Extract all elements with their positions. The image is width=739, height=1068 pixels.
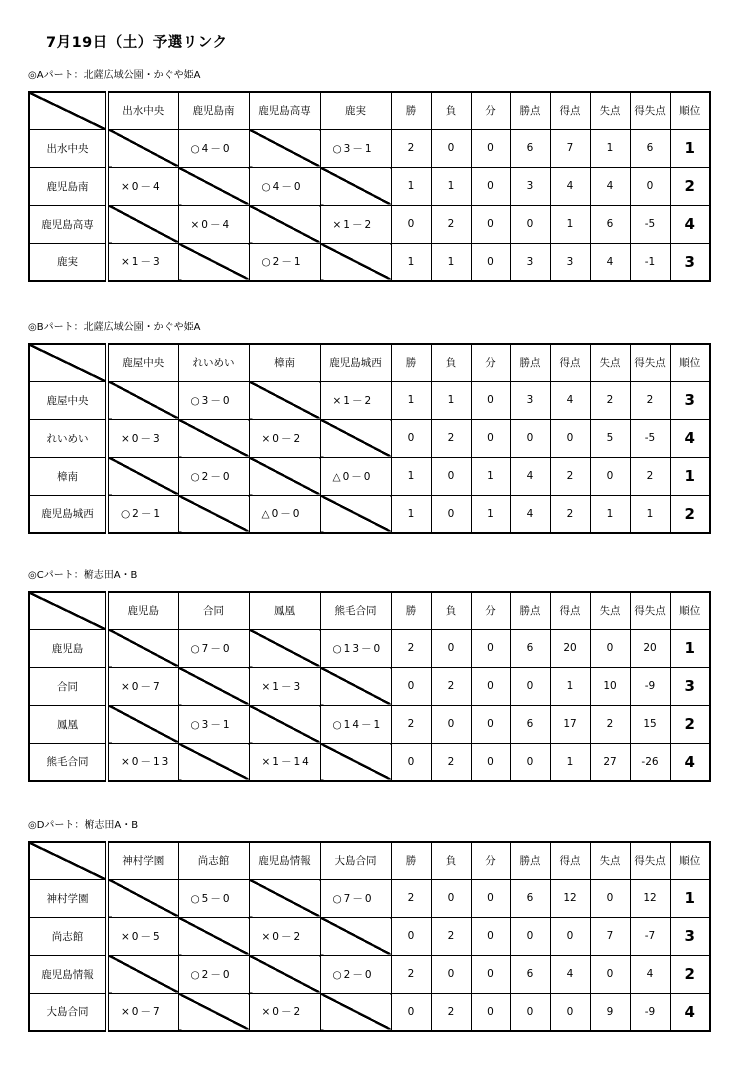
- stat-cell: 7: [550, 129, 590, 167]
- stat-cell: 2: [391, 129, 431, 167]
- match-result-cell: ×0－3: [107, 419, 178, 457]
- row-team-name: 鹿実: [29, 243, 107, 281]
- stat-cell: 0: [471, 243, 510, 281]
- column-header-stat: 勝点: [510, 842, 550, 879]
- column-header-team: 出水中央: [107, 92, 178, 129]
- stat-cell: 20: [630, 629, 670, 667]
- stat-cell: -26: [630, 743, 670, 781]
- row-team-name: れいめい: [29, 419, 107, 457]
- table-row: [29, 381, 710, 419]
- stat-cell: 0: [590, 629, 630, 667]
- stat-cell: 0: [550, 993, 590, 1031]
- corner-cell: [29, 842, 107, 879]
- row-team-name: 鳳凰: [29, 705, 107, 743]
- stat-cell: 1: [431, 167, 471, 205]
- column-header-team: 神村学園: [107, 842, 178, 879]
- table-row: [29, 243, 710, 281]
- stat-cell: 0: [391, 993, 431, 1031]
- stat-cell: 0: [391, 419, 431, 457]
- column-header-team: 樟南: [249, 344, 320, 381]
- column-header-team: 大島合同: [320, 842, 391, 879]
- stat-cell: 0: [630, 167, 670, 205]
- table-row: [29, 457, 710, 495]
- column-header-team: 鹿児島南: [178, 92, 249, 129]
- column-header-stat: 得点: [550, 842, 590, 879]
- column-header-team: 鹿児島情報: [249, 842, 320, 879]
- stat-cell: 2: [630, 457, 670, 495]
- group-b-label: ◎Bパート：北薩広域公園・かぐや姫A: [28, 322, 201, 333]
- match-result-cell: ×1－2: [320, 205, 391, 243]
- rank-cell: 3: [670, 917, 710, 955]
- match-result-cell: ○7－0: [320, 879, 391, 917]
- column-header-stat: 勝点: [510, 344, 550, 381]
- match-result-cell: ×1－3: [249, 667, 320, 705]
- stat-cell: 0: [510, 993, 550, 1031]
- column-header-team: 尚志館: [178, 842, 249, 879]
- match-result-cell: ×0－7: [107, 667, 178, 705]
- self-match-cell: [107, 629, 178, 667]
- stat-cell: -1: [630, 243, 670, 281]
- group-a-table: [28, 91, 711, 282]
- column-header-stat: 得失点: [630, 92, 670, 129]
- stat-cell: 2: [391, 629, 431, 667]
- stat-cell: 20: [550, 629, 590, 667]
- column-header-stat: 勝点: [510, 92, 550, 129]
- stat-cell: 6: [510, 705, 550, 743]
- column-header-stat: 分: [471, 592, 510, 629]
- column-header-stat: 失点: [590, 344, 630, 381]
- stat-cell: 1: [471, 457, 510, 495]
- self-match-cell: [178, 167, 249, 205]
- stat-cell: 2: [590, 705, 630, 743]
- stat-cell: 3: [510, 167, 550, 205]
- group-b-table: [28, 343, 711, 534]
- table-row: [29, 955, 710, 993]
- rank-cell: 1: [670, 629, 710, 667]
- self-match-cell: [320, 495, 391, 533]
- match-result-cell: ○13－0: [320, 629, 391, 667]
- column-header-team: れいめい: [178, 344, 249, 381]
- stat-cell: 2: [431, 917, 471, 955]
- stat-cell: 1: [431, 243, 471, 281]
- stat-cell: 2: [431, 419, 471, 457]
- stat-cell: 4: [630, 955, 670, 993]
- match-result-cell: ×0－2: [249, 917, 320, 955]
- table-row: [29, 879, 710, 917]
- self-match-cell: [178, 917, 249, 955]
- stat-cell: 0: [550, 917, 590, 955]
- stat-cell: 6: [510, 129, 550, 167]
- match-result-cell: ○4－0: [178, 129, 249, 167]
- crossed-cell: [178, 243, 249, 281]
- stat-cell: 0: [391, 205, 431, 243]
- stat-cell: 0: [471, 955, 510, 993]
- match-result-cell: ×0－2: [249, 993, 320, 1031]
- self-match-cell: [107, 879, 178, 917]
- self-match-cell: [178, 667, 249, 705]
- table-row: [29, 705, 710, 743]
- stat-cell: 9: [590, 993, 630, 1031]
- stat-cell: 6: [590, 205, 630, 243]
- stat-cell: 6: [510, 955, 550, 993]
- stat-cell: 2: [391, 879, 431, 917]
- column-header-team: 合同: [178, 592, 249, 629]
- match-result-cell: ○2－0: [178, 955, 249, 993]
- column-header-stat: 分: [471, 842, 510, 879]
- stat-cell: 1: [391, 167, 431, 205]
- row-team-name: 鹿児島高専: [29, 205, 107, 243]
- column-header-stat: 勝: [391, 92, 431, 129]
- row-team-name: 合同: [29, 667, 107, 705]
- stat-cell: 1: [391, 381, 431, 419]
- rank-cell: 4: [670, 993, 710, 1031]
- stat-cell: 1: [590, 129, 630, 167]
- match-result-cell: ○3－1: [178, 705, 249, 743]
- stat-cell: 1: [590, 495, 630, 533]
- crossed-cell: [320, 917, 391, 955]
- stat-cell: 4: [510, 495, 550, 533]
- stat-cell: 2: [550, 495, 590, 533]
- row-team-name: 鹿児島城西: [29, 495, 107, 533]
- table-row: [29, 495, 710, 533]
- page-title: 7月19日（土）予選リンク: [46, 35, 228, 51]
- group-c-label: ◎Cパート：椨志田A・B: [28, 570, 138, 581]
- stat-cell: 0: [431, 457, 471, 495]
- match-result-cell: ○4－0: [249, 167, 320, 205]
- table-row: [29, 743, 710, 781]
- self-match-cell: [320, 993, 391, 1031]
- stat-cell: 4: [550, 381, 590, 419]
- group-a-label: ◎Aパート：北薩広域公園・かぐや姫A: [28, 70, 201, 81]
- column-header-stat: 負: [431, 92, 471, 129]
- crossed-cell: [249, 879, 320, 917]
- column-header-stat: 得失点: [630, 592, 670, 629]
- crossed-cell: [320, 419, 391, 457]
- match-result-cell: △0－0: [320, 457, 391, 495]
- match-result-cell: ×1－14: [249, 743, 320, 781]
- column-header-stat: 得点: [550, 344, 590, 381]
- stat-cell: 1: [391, 243, 431, 281]
- stat-cell: 0: [471, 205, 510, 243]
- match-result-cell: ×1－2: [320, 381, 391, 419]
- match-result-cell: ×0－4: [178, 205, 249, 243]
- stat-cell: 4: [510, 457, 550, 495]
- stat-cell: 0: [510, 667, 550, 705]
- stat-cell: -7: [630, 917, 670, 955]
- crossed-cell: [107, 955, 178, 993]
- column-header-stat: 失点: [590, 842, 630, 879]
- match-result-cell: ○2－1: [249, 243, 320, 281]
- stat-cell: 0: [471, 879, 510, 917]
- stat-cell: 17: [550, 705, 590, 743]
- match-result-cell: ○7－0: [178, 629, 249, 667]
- column-header-stat: 負: [431, 842, 471, 879]
- stat-cell: 2: [431, 993, 471, 1031]
- self-match-cell: [249, 457, 320, 495]
- row-team-name: 鹿児島: [29, 629, 107, 667]
- stat-cell: 1: [471, 495, 510, 533]
- stat-cell: -5: [630, 419, 670, 457]
- stat-cell: 0: [431, 955, 471, 993]
- column-header-stat: 得点: [550, 92, 590, 129]
- self-match-cell: [107, 381, 178, 419]
- stat-cell: 0: [550, 419, 590, 457]
- stat-cell: 15: [630, 705, 670, 743]
- self-match-cell: [320, 743, 391, 781]
- crossed-cell: [178, 743, 249, 781]
- rank-cell: 4: [670, 743, 710, 781]
- stat-cell: 0: [471, 993, 510, 1031]
- stat-cell: 1: [630, 495, 670, 533]
- stat-cell: 10: [590, 667, 630, 705]
- corner-cell: [29, 92, 107, 129]
- stat-cell: 2: [391, 955, 431, 993]
- group-d-label: ◎Dパート：椨志田A・B: [28, 820, 139, 831]
- stat-cell: 2: [391, 705, 431, 743]
- stat-cell: 0: [391, 743, 431, 781]
- stat-cell: 0: [510, 419, 550, 457]
- column-header-stat: 得失点: [630, 842, 670, 879]
- column-header-stat: 分: [471, 344, 510, 381]
- rank-cell: 2: [670, 955, 710, 993]
- self-match-cell: [249, 705, 320, 743]
- match-result-cell: ○2－0: [178, 457, 249, 495]
- match-result-cell: ○2－1: [107, 495, 178, 533]
- column-header-stat: 勝: [391, 842, 431, 879]
- row-team-name: 鹿児島情報: [29, 955, 107, 993]
- row-team-name: 神村学園: [29, 879, 107, 917]
- stat-cell: 0: [391, 917, 431, 955]
- stat-cell: 7: [590, 917, 630, 955]
- column-header-stat: 順位: [670, 592, 710, 629]
- stat-cell: 5: [590, 419, 630, 457]
- table-row: [29, 167, 710, 205]
- stat-cell: 6: [510, 629, 550, 667]
- group-c-table: [28, 591, 711, 782]
- row-team-name: 大島合同: [29, 993, 107, 1031]
- column-header-stat: 失点: [590, 92, 630, 129]
- rank-cell: 3: [670, 243, 710, 281]
- match-result-cell: ×0－4: [107, 167, 178, 205]
- column-header-stat: 順位: [670, 344, 710, 381]
- column-header-stat: 負: [431, 592, 471, 629]
- row-team-name: 出水中央: [29, 129, 107, 167]
- table-row: [29, 917, 710, 955]
- stat-cell: 0: [510, 205, 550, 243]
- column-header-stat: 分: [471, 92, 510, 129]
- stat-cell: 12: [550, 879, 590, 917]
- rank-cell: 2: [670, 705, 710, 743]
- corner-cell: [29, 592, 107, 629]
- stat-cell: 3: [550, 243, 590, 281]
- stat-cell: 3: [510, 243, 550, 281]
- stat-cell: 2: [550, 457, 590, 495]
- crossed-cell: [107, 205, 178, 243]
- stat-cell: -9: [630, 667, 670, 705]
- table-row: [29, 993, 710, 1031]
- stat-cell: 1: [550, 667, 590, 705]
- match-result-cell: ○3－1: [320, 129, 391, 167]
- column-header-team: 鹿屋中央: [107, 344, 178, 381]
- stat-cell: 6: [630, 129, 670, 167]
- stat-cell: 1: [550, 205, 590, 243]
- table-header-row: [29, 842, 710, 879]
- crossed-cell: [178, 993, 249, 1031]
- stat-cell: 0: [590, 955, 630, 993]
- crossed-cell: [249, 629, 320, 667]
- stat-cell: 0: [471, 629, 510, 667]
- table-row: [29, 667, 710, 705]
- match-result-cell: ○5－0: [178, 879, 249, 917]
- column-header-team: 鹿児島: [107, 592, 178, 629]
- stat-cell: 0: [431, 879, 471, 917]
- self-match-cell: [178, 419, 249, 457]
- match-result-cell: △0－0: [249, 495, 320, 533]
- crossed-cell: [107, 457, 178, 495]
- match-result-cell: ○2－0: [320, 955, 391, 993]
- column-header-stat: 勝: [391, 592, 431, 629]
- crossed-cell: [249, 129, 320, 167]
- row-team-name: 樟南: [29, 457, 107, 495]
- stat-cell: 1: [550, 743, 590, 781]
- stat-cell: 0: [471, 381, 510, 419]
- stat-cell: 0: [471, 667, 510, 705]
- table-header-row: [29, 344, 710, 381]
- rank-cell: 4: [670, 205, 710, 243]
- stat-cell: 0: [471, 129, 510, 167]
- row-team-name: 鹿児島南: [29, 167, 107, 205]
- table-row: [29, 129, 710, 167]
- column-header-stat: 失点: [590, 592, 630, 629]
- stat-cell: 0: [510, 917, 550, 955]
- crossed-cell: [320, 667, 391, 705]
- stat-cell: -5: [630, 205, 670, 243]
- stat-cell: 0: [431, 629, 471, 667]
- stat-cell: 0: [471, 743, 510, 781]
- self-match-cell: [107, 129, 178, 167]
- crossed-cell: [178, 495, 249, 533]
- row-team-name: 尚志館: [29, 917, 107, 955]
- stat-cell: 0: [471, 167, 510, 205]
- self-match-cell: [249, 205, 320, 243]
- crossed-cell: [320, 167, 391, 205]
- match-result-cell: ○14－1: [320, 705, 391, 743]
- rank-cell: 3: [670, 381, 710, 419]
- stat-cell: 2: [630, 381, 670, 419]
- stat-cell: -9: [630, 993, 670, 1031]
- rank-cell: 3: [670, 667, 710, 705]
- table-header-row: [29, 592, 710, 629]
- stat-cell: 2: [431, 205, 471, 243]
- stat-cell: 0: [510, 743, 550, 781]
- column-header-stat: 負: [431, 344, 471, 381]
- table-row: [29, 205, 710, 243]
- stat-cell: 0: [471, 917, 510, 955]
- stat-cell: 4: [550, 167, 590, 205]
- rank-cell: 1: [670, 457, 710, 495]
- column-header-stat: 勝: [391, 344, 431, 381]
- column-header-stat: 順位: [670, 842, 710, 879]
- match-result-cell: ×1－3: [107, 243, 178, 281]
- self-match-cell: [320, 243, 391, 281]
- column-header-stat: 得失点: [630, 344, 670, 381]
- column-header-team: 鳳凰: [249, 592, 320, 629]
- stat-cell: 0: [590, 879, 630, 917]
- crossed-cell: [107, 705, 178, 743]
- match-result-cell: ×0－5: [107, 917, 178, 955]
- rank-cell: 2: [670, 495, 710, 533]
- column-header-team: 鹿実: [320, 92, 391, 129]
- table-row: [29, 629, 710, 667]
- stat-cell: 1: [391, 457, 431, 495]
- stat-cell: 1: [391, 495, 431, 533]
- stat-cell: 0: [590, 457, 630, 495]
- column-header-team: 熊毛合同: [320, 592, 391, 629]
- row-team-name: 鹿屋中央: [29, 381, 107, 419]
- stat-cell: 1: [431, 381, 471, 419]
- match-result-cell: ×0－13: [107, 743, 178, 781]
- match-result-cell: ○3－0: [178, 381, 249, 419]
- stat-cell: 2: [431, 743, 471, 781]
- stat-cell: 0: [431, 129, 471, 167]
- stat-cell: 2: [590, 381, 630, 419]
- row-team-name: 熊毛合同: [29, 743, 107, 781]
- stat-cell: 27: [590, 743, 630, 781]
- stat-cell: 12: [630, 879, 670, 917]
- group-d-table: [28, 841, 711, 1032]
- column-header-stat: 得点: [550, 592, 590, 629]
- stat-cell: 4: [550, 955, 590, 993]
- column-header-team: 鹿児島城西: [320, 344, 391, 381]
- table-row: [29, 419, 710, 457]
- crossed-cell: [249, 381, 320, 419]
- rank-cell: 2: [670, 167, 710, 205]
- column-header-team: 鹿児島高専: [249, 92, 320, 129]
- column-header-stat: 勝点: [510, 592, 550, 629]
- stat-cell: 0: [391, 667, 431, 705]
- corner-cell: [29, 344, 107, 381]
- stat-cell: 0: [471, 419, 510, 457]
- rank-cell: 1: [670, 879, 710, 917]
- self-match-cell: [249, 955, 320, 993]
- stat-cell: 0: [431, 495, 471, 533]
- stat-cell: 4: [590, 167, 630, 205]
- stat-cell: 3: [510, 381, 550, 419]
- match-result-cell: ×0－7: [107, 993, 178, 1031]
- column-header-stat: 順位: [670, 92, 710, 129]
- table-header-row: [29, 92, 710, 129]
- match-result-cell: ×0－2: [249, 419, 320, 457]
- rank-cell: 4: [670, 419, 710, 457]
- stat-cell: 4: [590, 243, 630, 281]
- stat-cell: 6: [510, 879, 550, 917]
- rank-cell: 1: [670, 129, 710, 167]
- stat-cell: 0: [431, 705, 471, 743]
- stat-cell: 2: [431, 667, 471, 705]
- stat-cell: 0: [471, 705, 510, 743]
